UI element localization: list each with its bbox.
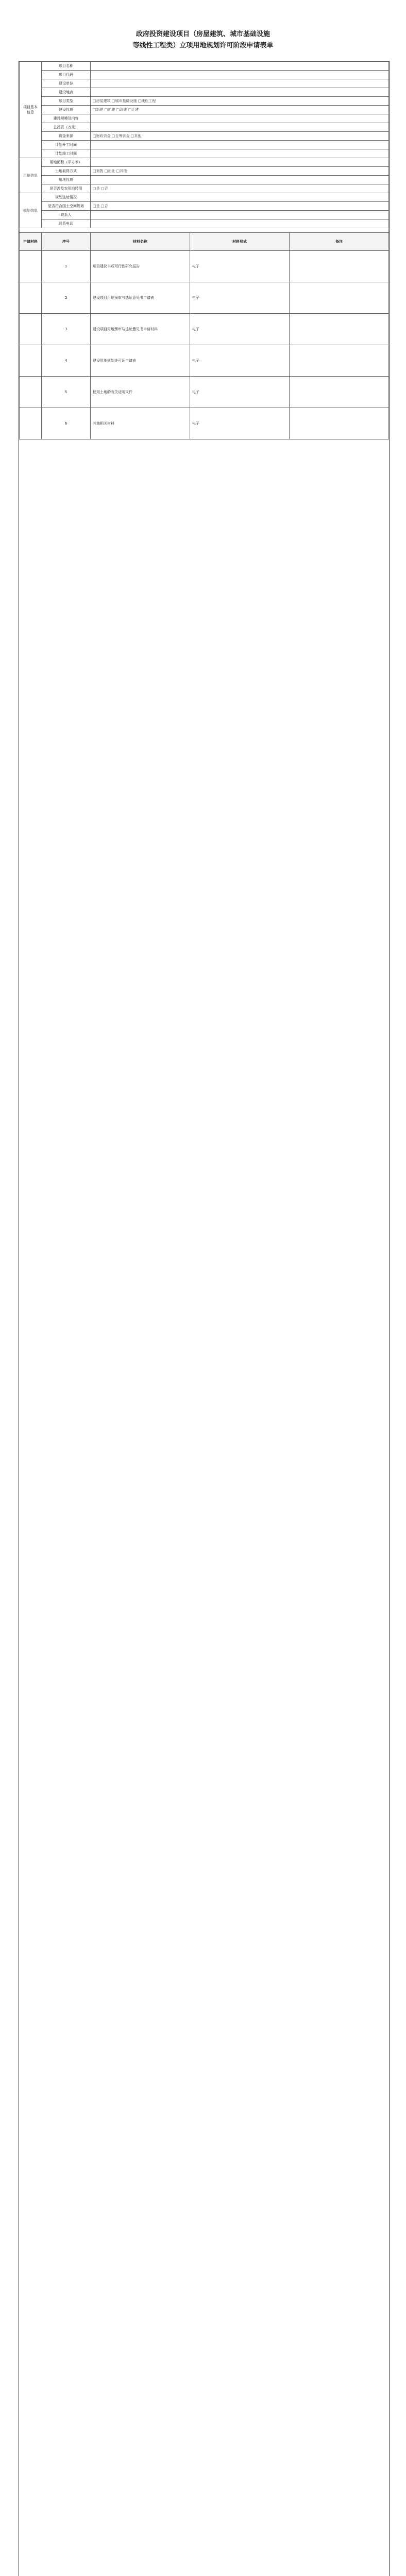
materials-row-note <box>290 314 389 345</box>
project-basic-row <box>20 132 389 141</box>
project-basic-field-label: 建设单位 <box>42 79 91 88</box>
materials-row-spacer <box>20 314 42 345</box>
materials-row-name: 建设用地规划许可证申请表 <box>91 345 190 377</box>
materials-row-note <box>290 377 389 408</box>
materials-row <box>20 282 389 314</box>
planning-info-row <box>20 193 389 202</box>
application-form <box>19 61 390 2576</box>
project-basic-field-value[interactable]: □财政资金 □自筹资金 □其他 <box>91 132 389 141</box>
planning-info-field-value[interactable] <box>91 219 389 228</box>
project-basic-field-label: 资金来源 <box>42 132 91 141</box>
planning-info-row <box>20 219 389 228</box>
project-basic-field-label: 建设地点 <box>42 88 91 97</box>
project-basic-field-label: 总投资（万元） <box>42 123 91 132</box>
materials-col-index: 序号 <box>42 233 91 251</box>
materials-row <box>20 377 389 408</box>
materials-col-note: 备注 <box>290 233 389 251</box>
project-basic-field-label: 项目类型 <box>42 97 91 106</box>
materials-row-note <box>290 282 389 314</box>
project-basic-row <box>20 114 389 123</box>
materials-row-spacer <box>20 251 42 282</box>
planning-info-row <box>20 211 389 219</box>
materials-row-name: 其他相关材料 <box>91 408 190 439</box>
materials-row-index: 3 <box>42 314 91 345</box>
materials-row-index: 4 <box>42 345 91 377</box>
planning-info-row <box>20 202 389 211</box>
project-basic-field-label: 计划竣工时间 <box>42 149 91 158</box>
project-basic-field-value[interactable]: □新建 □扩建 □改建 □迁建 <box>91 106 389 114</box>
materials-row <box>20 251 389 282</box>
project-basic-row <box>20 141 389 149</box>
project-basic-row <box>20 106 389 114</box>
materials-row-name: 项目建议书或可行性研究报告 <box>91 251 190 282</box>
materials-row-index: 5 <box>42 377 91 408</box>
materials-row <box>20 314 389 345</box>
materials-header-row <box>20 233 389 251</box>
materials-row-note <box>290 408 389 439</box>
materials-row-spacer <box>20 345 42 377</box>
land-info-row <box>20 176 389 184</box>
materials-row <box>20 345 389 377</box>
section-gap-cell <box>20 228 389 233</box>
project-basic-row <box>20 149 389 158</box>
materials-row-name: 建设项目用地预审与选址意见书申请表 <box>91 282 190 314</box>
project-basic-row <box>20 123 389 132</box>
materials-row-spacer <box>20 408 42 439</box>
project-basic-field-value[interactable]: □房屋建筑 □城市基础设施 □线性工程 <box>91 97 389 106</box>
materials-row-spacer <box>20 377 42 408</box>
project-basic-field-label: 项目名称 <box>42 62 91 71</box>
planning-info-field-label: 是否符合国土空间规划 <box>42 202 91 211</box>
materials-row-form: 电子 <box>190 377 290 408</box>
materials-row-index: 1 <box>42 251 91 282</box>
project-basic-field-value[interactable] <box>91 114 389 123</box>
planning-info-section-label: 规划信息 <box>20 193 42 228</box>
project-basic-field-value[interactable] <box>91 123 389 132</box>
materials-row-note <box>290 345 389 377</box>
land-info-field-value[interactable]: □是 □否 <box>91 184 389 193</box>
materials-row-form: 电子 <box>190 314 290 345</box>
materials-row-form: 电子 <box>190 251 290 282</box>
materials-col-form: 材料形式 <box>190 233 290 251</box>
materials-row-spacer <box>20 282 42 314</box>
project-basic-row <box>20 71 389 79</box>
project-basic-row <box>20 97 389 106</box>
materials-row-index: 6 <box>42 408 91 439</box>
project-basic-section-label: 项目基本信息 <box>20 62 42 158</box>
land-info-field-value[interactable]: □划拨 □出让 □其他 <box>91 167 389 176</box>
planning-info-field-label: 规划选址情况 <box>42 193 91 202</box>
form-table <box>19 61 389 439</box>
project-basic-field-value[interactable] <box>91 149 389 158</box>
materials-row-name: 使用土地的有关证明文件 <box>91 377 190 408</box>
materials-row <box>20 408 389 439</box>
materials-row-form: 电子 <box>190 282 290 314</box>
project-basic-field-value[interactable] <box>91 71 389 79</box>
title-line-1: 政府投资建设项目（房屋建筑、城市基础设施 <box>136 30 270 38</box>
land-info-field-label: 土地取得方式 <box>42 167 91 176</box>
planning-info-field-value[interactable] <box>91 193 389 202</box>
materials-row-form: 电子 <box>190 408 290 439</box>
planning-info-field-label: 联系人 <box>42 211 91 219</box>
land-info-field-label: 是否涉及农用地转用 <box>42 184 91 193</box>
land-info-field-label: 用地性质 <box>42 176 91 184</box>
materials-section-label: 申请材料 <box>20 233 42 251</box>
project-basic-row <box>20 62 389 71</box>
materials-row-name: 建设项目用地预审与选址意见书申请材料 <box>91 314 190 345</box>
project-basic-field-value[interactable] <box>91 79 389 88</box>
document-title <box>0 29 406 52</box>
planning-info-field-value[interactable]: □是 □否 <box>91 202 389 211</box>
land-info-row <box>20 184 389 193</box>
project-basic-field-label: 建设性质 <box>42 106 91 114</box>
project-basic-field-value[interactable] <box>91 88 389 97</box>
land-info-field-value[interactable] <box>91 176 389 184</box>
land-info-row <box>20 158 389 167</box>
land-info-field-label: 用地面积（平方米） <box>42 158 91 167</box>
materials-row-note <box>290 251 389 282</box>
project-basic-row <box>20 79 389 88</box>
planning-info-field-value[interactable] <box>91 211 389 219</box>
land-info-section-label: 用地信息 <box>20 158 42 193</box>
project-basic-field-label: 项目代码 <box>42 71 91 79</box>
land-info-row <box>20 167 389 176</box>
planning-info-field-label: 联系电话 <box>42 219 91 228</box>
materials-row-index: 2 <box>42 282 91 314</box>
materials-col-name: 材料名称 <box>91 233 190 251</box>
section-gap <box>20 228 389 233</box>
land-info-field-value[interactable] <box>91 158 389 167</box>
project-basic-field-value[interactable] <box>91 62 389 71</box>
project-basic-field-value[interactable] <box>91 141 389 149</box>
materials-row-form: 电子 <box>190 345 290 377</box>
title-line-2: 等线性工程类）立项用地规划许可阶段申请表单 <box>132 42 274 49</box>
project-basic-field-label: 计划开工时间 <box>42 141 91 149</box>
project-basic-row <box>20 88 389 97</box>
project-basic-field-label: 建设规模及内容 <box>42 114 91 123</box>
